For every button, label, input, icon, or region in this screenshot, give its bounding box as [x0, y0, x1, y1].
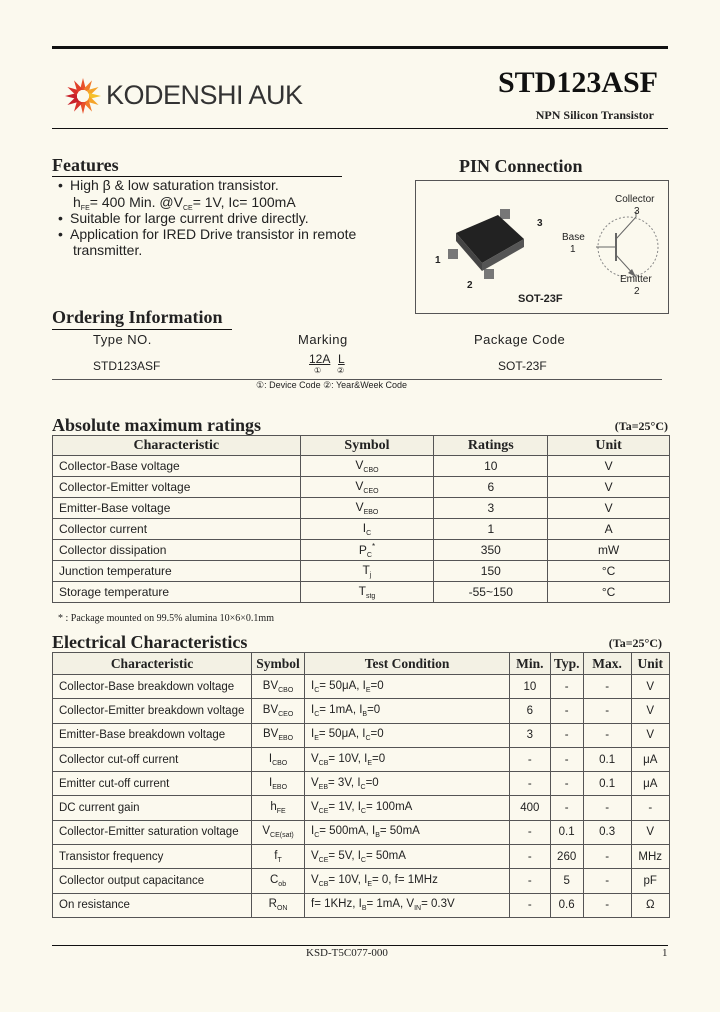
col-header: Typ.	[550, 653, 583, 675]
cell-test-condition: $I_C= 500mA$, $I_B= 50mA$	[305, 820, 510, 844]
cell-unit: V	[548, 456, 670, 477]
cell-unit: °C	[548, 561, 670, 582]
cell-characteristic: Collector-Emitter breakdown voltage	[53, 699, 252, 723]
col-header: Test Condition	[305, 653, 510, 675]
table-header-row	[53, 436, 670, 456]
kodenshi-logo-icon	[63, 76, 103, 116]
cell-test-condition: $V_{CE}= 1V$, $I_C= 100mA$	[305, 796, 510, 820]
cell-rating: -55~150	[434, 582, 548, 603]
cell-test-condition: f= 1KHz, $I_B= 1mA$, $V_{IN}= 0.3V$	[305, 893, 510, 917]
cell-max: -	[583, 845, 631, 869]
marking-note-2: ②	[337, 366, 345, 375]
cell-symbol: $BV_{CEO}$	[252, 699, 305, 723]
ordering-header-package: Package Code	[474, 332, 566, 347]
cell-unit: pF	[631, 869, 670, 893]
ordering-header-marking: Marking	[298, 332, 348, 347]
cell-test-condition: $I_C= 1mA$, $I_B=0$	[305, 699, 510, 723]
cell-typ: 0.1	[550, 820, 583, 844]
cell-typ: -	[550, 772, 583, 796]
cell-characteristic: Collector-Emitter voltage	[53, 477, 301, 498]
cell-characteristic: Emitter cut-off current	[53, 772, 252, 796]
brand-name: KODENSHI AUK	[106, 80, 303, 110]
header-rule	[52, 46, 668, 49]
cell-typ: -	[550, 747, 583, 771]
cell-rating: 3	[434, 498, 548, 519]
cell-unit: V	[631, 820, 670, 844]
cell-unit: V	[631, 675, 670, 699]
feature-line: High β & low saturation transistor.	[70, 177, 279, 193]
col-header: Unit	[631, 653, 670, 675]
cell-unit: MHz	[631, 845, 670, 869]
cell-characteristic: Emitter-Base voltage	[53, 498, 301, 519]
pin-2-label: 2	[467, 280, 473, 291]
table-row	[53, 772, 670, 796]
table-row	[53, 723, 670, 747]
table-row	[53, 699, 670, 723]
cell-characteristic: Collector dissipation	[53, 540, 301, 561]
pin-diagram-box	[415, 180, 669, 314]
cell-rating: 1	[434, 519, 548, 540]
cell-min: 10	[510, 675, 550, 699]
table-row	[53, 820, 670, 844]
feature-line: transmitter.	[73, 242, 143, 258]
cell-min: 400	[510, 796, 550, 820]
base-pin-num: 1	[570, 244, 576, 255]
col-header: Ratings	[434, 436, 548, 456]
cell-unit: μA	[631, 772, 670, 796]
cell-min: -	[510, 845, 550, 869]
part-number: STD123ASF	[497, 66, 658, 99]
cell-characteristic: Collector-Base breakdown voltage	[53, 675, 252, 699]
cell-characteristic: Storage temperature	[53, 582, 301, 603]
package-label: SOT-23F	[518, 293, 563, 305]
ordering-header-type: Type NO.	[93, 332, 152, 347]
cell-characteristic: Junction temperature	[53, 561, 301, 582]
cell-symbol: $I_{CBO}$	[252, 747, 305, 771]
table-row	[53, 869, 670, 893]
cell-max: -	[583, 699, 631, 723]
cell-symbol: $T_{stg}$	[300, 582, 434, 603]
features-title: Features	[52, 155, 119, 175]
cell-test-condition: $V_{CB}= 10V$, $I_E=0$	[305, 747, 510, 771]
cell-test-condition: $V_{EB}= 3V$, $I_C=0$	[305, 772, 510, 796]
cell-unit: V	[631, 699, 670, 723]
ordering-marking: 12A	[309, 352, 331, 366]
cell-typ: 260	[550, 845, 583, 869]
cell-max: -	[583, 675, 631, 699]
table-row	[53, 456, 670, 477]
col-header: Symbol	[300, 436, 434, 456]
ordering-title: Ordering Information	[52, 307, 223, 327]
cell-max: 0.1	[583, 747, 631, 771]
cell-characteristic: Collector-Emitter saturation voltage	[53, 820, 252, 844]
cell-min: -	[510, 869, 550, 893]
collector-label: Collector	[615, 194, 655, 205]
table-row	[53, 498, 670, 519]
cell-max: 0.3	[583, 820, 631, 844]
bullet-icon: •	[58, 226, 63, 242]
subtitle: NPN Silicon Transistor	[535, 108, 654, 122]
cell-min: -	[510, 747, 550, 771]
ordering-rule	[52, 329, 232, 330]
table-row	[53, 747, 670, 771]
marking-note-1: ①	[314, 366, 322, 375]
cell-symbol: $V_{CBO}$	[300, 456, 434, 477]
table-row	[53, 796, 670, 820]
doc-code: KSD-T5C077-000	[306, 947, 388, 959]
cell-unit: -	[631, 796, 670, 820]
cell-unit: μA	[631, 747, 670, 771]
cell-symbol: $h_{FE}$	[252, 796, 305, 820]
cell-rating: 150	[434, 561, 548, 582]
feature-line: Suitable for large current drive directly.	[70, 210, 309, 226]
cell-test-condition: $V_{CE}= 5V$, $I_C= 50mA$	[305, 845, 510, 869]
col-header: Unit	[548, 436, 670, 456]
collector-pin-num: 3	[634, 206, 640, 217]
cell-characteristic: Collector-Base voltage	[53, 456, 301, 477]
cell-typ: -	[550, 723, 583, 747]
abs-max-table	[52, 435, 670, 603]
cell-characteristic: Collector output capacitance	[53, 869, 252, 893]
cell-symbol: $T_j$	[300, 561, 434, 582]
emitter-pin-num: 2	[634, 286, 640, 297]
cell-characteristic: Collector current	[53, 519, 301, 540]
cell-symbol: $BV_{EBO}$	[252, 723, 305, 747]
pin-title: PIN Connection	[459, 156, 583, 176]
cell-symbol: $C_{ob}$	[252, 869, 305, 893]
cell-min: -	[510, 772, 550, 796]
bullet-icon: •	[58, 177, 63, 193]
cell-unit: mW	[548, 540, 670, 561]
ordering-note: ①: Device Code ②: Year&Week Code	[256, 380, 408, 390]
table-row	[53, 582, 670, 603]
cell-test-condition: $I_C= 50\mu A$, $I_E=0$	[305, 675, 510, 699]
table-row	[53, 845, 670, 869]
cell-max: -	[583, 723, 631, 747]
cell-rating: 6	[434, 477, 548, 498]
cell-typ: -	[550, 675, 583, 699]
col-header: Characteristic	[53, 653, 252, 675]
cell-symbol: $V_{EBO}$	[300, 498, 434, 519]
cell-characteristic: DC current gain	[53, 796, 252, 820]
cell-min: -	[510, 893, 550, 917]
cell-unit: V	[548, 477, 670, 498]
base-label: Base	[562, 232, 585, 243]
table-row	[53, 561, 670, 582]
cell-rating: 350	[434, 540, 548, 561]
cell-min: 3	[510, 723, 550, 747]
ordering-type-no: STD123ASF	[93, 359, 161, 373]
elec-table	[52, 652, 670, 918]
cell-symbol: $P_C^*$	[300, 540, 434, 561]
footer-rule	[52, 945, 668, 946]
cell-typ: 5	[550, 869, 583, 893]
col-header: Max.	[583, 653, 631, 675]
bullet-icon: •	[58, 210, 63, 226]
cell-rating: 10	[434, 456, 548, 477]
col-header: Characteristic	[53, 436, 301, 456]
ordering-package-code: SOT-23F	[498, 359, 547, 373]
cell-typ: -	[550, 699, 583, 723]
cell-symbol: $R_{ON}$	[252, 893, 305, 917]
table-row	[53, 519, 670, 540]
pin-3-label: 3	[537, 218, 543, 229]
cell-max: 0.1	[583, 772, 631, 796]
table-header-row	[53, 653, 670, 675]
cell-characteristic: Collector cut-off current	[53, 747, 252, 771]
table-row	[53, 477, 670, 498]
cell-min: 6	[510, 699, 550, 723]
table-row	[53, 893, 670, 917]
cell-unit: °C	[548, 582, 670, 603]
cell-max: -	[583, 893, 631, 917]
table-row	[53, 540, 670, 561]
feature-line: Application for IRED Drive transistor in remote	[70, 226, 357, 242]
cell-typ: -	[550, 796, 583, 820]
emitter-label: Emitter	[620, 274, 652, 285]
abs-max-condition: (Ta=25°C)	[614, 419, 668, 433]
elec-title: Electrical Characteristics	[52, 632, 248, 652]
cell-max: -	[583, 869, 631, 893]
cell-symbol: $V_{CEO}$	[300, 477, 434, 498]
cell-characteristic: On resistance	[53, 893, 252, 917]
cell-unit: Ω	[631, 893, 670, 917]
col-header: Min.	[510, 653, 550, 675]
cell-typ: 0.6	[550, 893, 583, 917]
pin-1-label: 1	[435, 255, 441, 266]
cell-min: -	[510, 820, 550, 844]
cell-unit: V	[631, 723, 670, 747]
table-row	[53, 675, 670, 699]
cell-unit: V	[548, 498, 670, 519]
cell-test-condition: $V_{CB}= 10V$, $I_E= 0$, f= 1MHz	[305, 869, 510, 893]
cell-unit: A	[548, 519, 670, 540]
cell-characteristic: Transistor frequency	[53, 845, 252, 869]
page-number: 1	[662, 947, 668, 959]
cell-characteristic: Emitter-Base breakdown voltage	[53, 723, 252, 747]
feature-hfe-line: $h_{FE}= 400$ Min. $@V_{CE}= 1V$, Ic= 100mA	[73, 194, 296, 212]
cell-symbol: $BV_{CBO}$	[252, 675, 305, 699]
cell-symbol: $V_{CE(sat)}$	[252, 820, 305, 844]
abs-max-footnote: * : Package mounted on 99.5% alumina 10×6×0.1mm	[58, 613, 274, 624]
cell-symbol: $I_C$	[300, 519, 434, 540]
cell-symbol: $I_{EBO}$	[252, 772, 305, 796]
elec-condition: (Ta=25°C)	[608, 636, 662, 650]
cell-test-condition: $I_E= 50\mu A$, $I_C=0$	[305, 723, 510, 747]
cell-max: -	[583, 796, 631, 820]
cell-symbol: $f_T$	[252, 845, 305, 869]
col-header: Symbol	[252, 653, 305, 675]
header-divider	[52, 128, 668, 129]
ordering-marking-suffix: L	[338, 352, 345, 366]
abs-max-title: Absolute maximum ratings	[52, 415, 262, 435]
